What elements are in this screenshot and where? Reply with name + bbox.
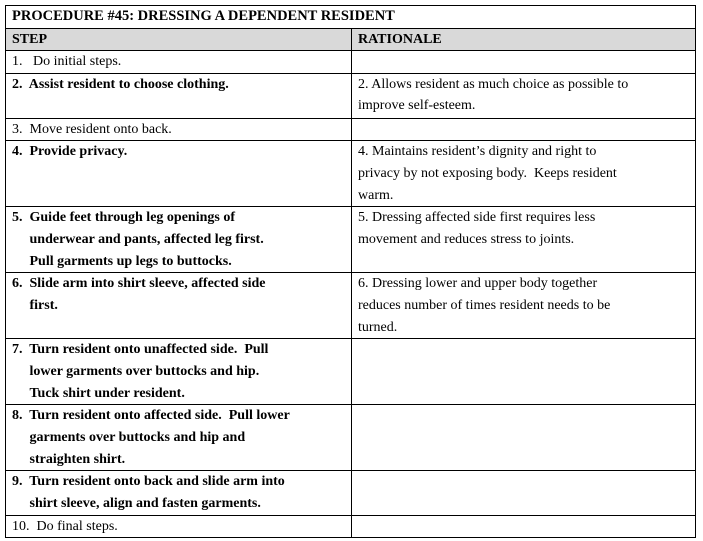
step-cell: 6. Slide arm into shirt sleeve, affected side first. <box>6 273 352 339</box>
rationale-cell: 4. Maintains resident’s dignity and right to privacy by not exposing body. Keeps resident warm. <box>352 141 696 207</box>
rationale-cell: 5. Dressing affected side first requires less movement and reduces stress to joints. <box>352 207 696 273</box>
step-cell: 1. Do initial steps. <box>6 51 352 74</box>
table-row <box>6 207 696 273</box>
rationale-cell <box>352 51 696 74</box>
table-row <box>6 405 696 471</box>
header-row <box>6 28 696 51</box>
rationale-cell <box>352 515 696 538</box>
procedure-title: PROCEDURE #45: DRESSING A DEPENDENT RESIDENT <box>6 6 696 29</box>
table-row <box>6 73 696 118</box>
procedure-table <box>5 5 696 538</box>
step-cell: 2. Assist resident to choose clothing. <box>6 73 352 118</box>
rationale-cell <box>352 405 696 471</box>
step-cell: 10. Do final steps. <box>6 515 352 538</box>
rationale-cell: 2. Allows resident as much choice as possible to improve self-esteem. <box>352 73 696 118</box>
title-row <box>6 6 696 29</box>
table-row <box>6 51 696 74</box>
column-header-step: STEP <box>6 28 352 51</box>
rationale-cell <box>352 339 696 405</box>
rationale-cell: 6. Dressing lower and upper body together reduces number of times resident needs to be turned. <box>352 273 696 339</box>
step-cell: 9. Turn resident onto back and slide arm into shirt sleeve, align and fasten garments. <box>6 471 352 515</box>
table-row <box>6 339 696 405</box>
table-row <box>6 118 696 141</box>
table-row <box>6 515 696 538</box>
column-header-rationale: RATIONALE <box>352 28 696 51</box>
step-cell: 7. Turn resident onto unaffected side. Pull lower garments over buttocks and hip. Tuck shirt under resident. <box>6 339 352 405</box>
rationale-cell <box>352 118 696 141</box>
rationale-cell <box>352 471 696 515</box>
table-row <box>6 141 696 207</box>
step-cell: 4. Provide privacy. <box>6 141 352 207</box>
table-row <box>6 273 696 339</box>
step-cell: 5. Guide feet through leg openings of underwear and pants, affected leg first. Pull garments up legs to buttocks. <box>6 207 352 273</box>
table-row <box>6 471 696 515</box>
step-cell: 8. Turn resident onto affected side. Pull lower garments over buttocks and hip and straighten shirt. <box>6 405 352 471</box>
step-cell: 3. Move resident onto back. <box>6 118 352 141</box>
